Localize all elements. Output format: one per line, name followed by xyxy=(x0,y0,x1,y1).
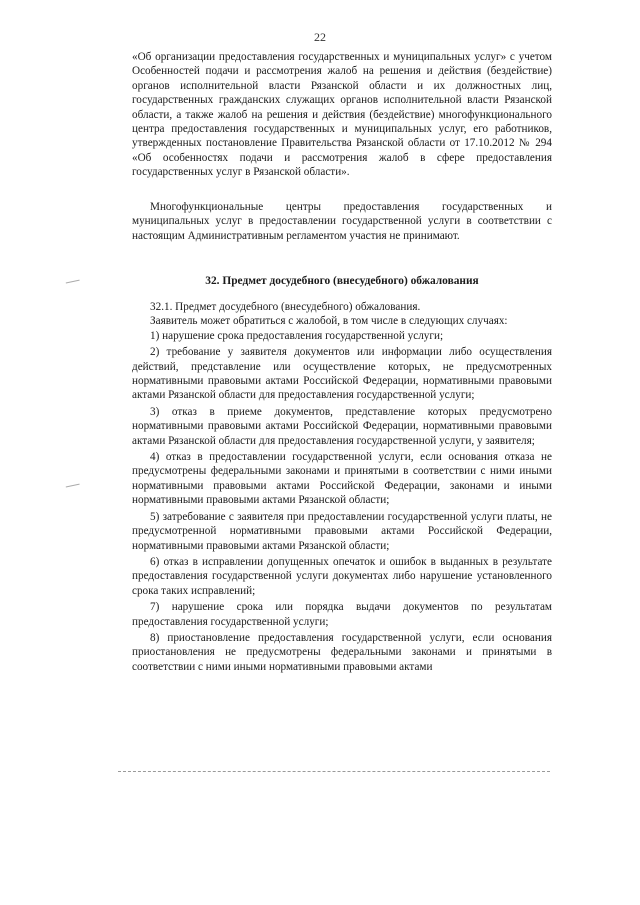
margin-mark xyxy=(66,280,81,287)
page-number: 22 xyxy=(314,30,326,44)
list-item: 5) затребование с заявителя при предоставлении государственной услуги платы, не предусмотренной нормативными правовыми актами Российской Федерации, нормативными правовыми актами Рязанской области; xyxy=(132,510,552,552)
section-intro: Заявитель может обратиться с жалобой, в том числе в следующих случаях: xyxy=(150,315,508,328)
list-item: 7) нарушение срока или порядка выдачи документов по результатам предоставления государственной услуги; xyxy=(132,601,552,628)
mfc-paragraph: Многофункциональные центры предоставления государственных и муниципальных услуг в предоставлении государственной услуги в соответствии с настоящим Административным регламентом участия не принимают. xyxy=(132,201,552,242)
complaint-list-block xyxy=(132,300,552,676)
list-item: 2) требование у заявителя документов или информации либо осуществления действий, представление или осуществление которых, не предусмотренных нормативными правовыми актами Российской Федерации, нормативными правовыми актами Рязанской области для предоставления государственной услуги; xyxy=(132,346,552,402)
list-item: 6) отказ в исправлении допущенных опечаток и ошибок в выданных в результате предоставления государственной услуги документах либо нарушение установленного срока таких исправлений; xyxy=(132,555,552,597)
mfc-paragraph-block xyxy=(132,200,552,243)
section-heading: 32. Предмет досудебного (внесудебного) обжалования xyxy=(205,275,479,287)
list-item: 1) нарушение срока предоставления государственной услуги; xyxy=(150,329,444,342)
list-item: 4) отказ в предоставлении государственной услуги, если основания отказа не предусмотрены федеральными законами и принятыми в соответствии с ними иными нормативными правовыми актами Российской Федерации, законами и иными нормативными правовыми актами Рязанской области; xyxy=(132,451,552,507)
continuation-paragraph: «Об организации предоставления государственных и муниципальных услуг» с учетом Особенностей подачи и рассмотрения жалоб на решения и действия (бездействие) органов исполнительной власти Рязанской области и их должностных лиц, государственных гражданских служащих органов исполнительной власти Рязанской области, а также жалоб на решения и действия (бездействие) многофункционального центра предоставления государственных и муниципальных услуг, его работников, утвержденных постановление Правительства Рязанской области от 17.10.2012 № 294 «Об особенностях подачи и рассмотрения жалоб в сфере предоставления государственных услуг в Рязанской области». xyxy=(132,51,552,179)
section-subheading: 32.1. Предмет досудебного (внесудебного) обжалования. xyxy=(150,301,421,313)
top-paragraph-block xyxy=(132,50,552,180)
list-item: 8) приостановление предоставления государственной услуги, если основания приостановления не предусмотрены федеральными законами и принятыми в соответствии с ними иными нормативными правовыми актами xyxy=(132,631,552,673)
list-item: 3) отказ в приеме документов, представление которых предусмотрено нормативными правовыми актами Российской Федерации, нормативными правовыми актами Рязанской области для предоставления государственной услуги, у заявителя; xyxy=(132,405,552,447)
margin-mark xyxy=(66,484,81,491)
scan-edge-line xyxy=(118,771,550,772)
